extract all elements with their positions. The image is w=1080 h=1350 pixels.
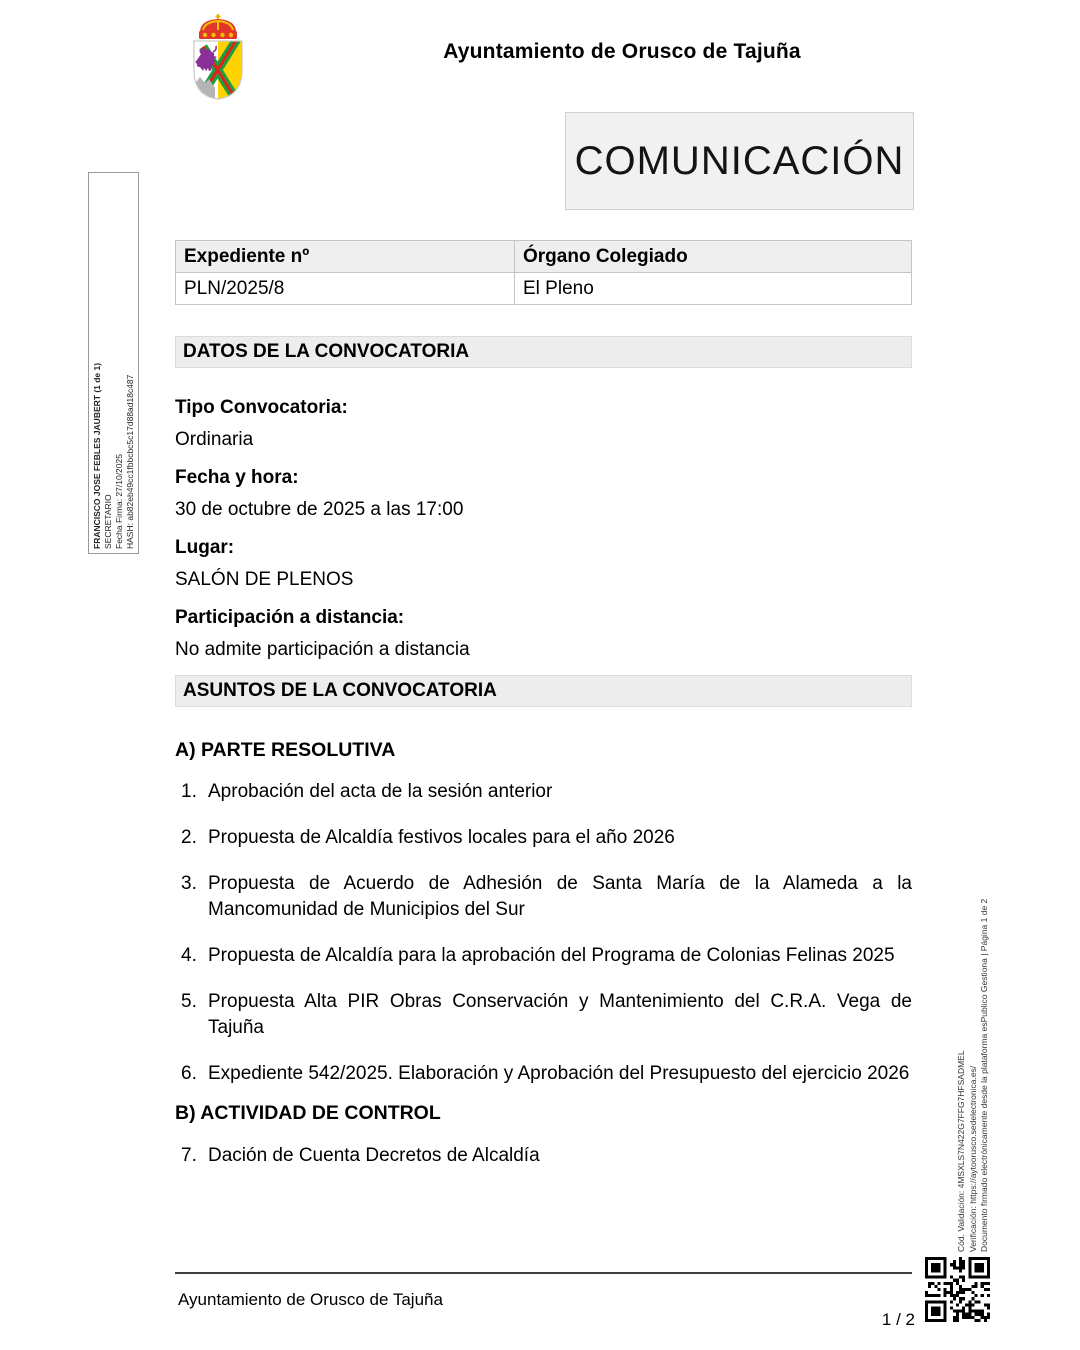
field-label: Lugar: [175,537,235,558]
agenda-item-number: 3. [181,873,197,894]
agenda-list [175,737,912,1189]
agenda-item-number: 1. [181,781,197,802]
datos-fields [175,392,912,672]
part-b-heading: B) ACTIVIDAD DE CONTROL [175,1102,441,1124]
validation-stamp-text [956,838,992,1252]
field-value: SALÓN DE PLENOS [175,569,354,590]
field-label: Fecha y hora: [175,467,299,488]
agenda-item-number: 6. [181,1063,197,1084]
agenda-item [175,1061,912,1087]
signature-stamp-text [92,177,136,549]
agenda-item [175,943,912,969]
signer-name: FRANCISCO JOSE FEBLES JAUBERT (1 de 1) [91,362,102,549]
field-value: No admite participación a distancia [175,639,470,660]
agenda-item-number: 7. [181,1145,197,1166]
agenda-item-text: Aprobación del acta de la sesión anterior [208,781,553,802]
signature-stamp-box [88,172,139,554]
expediente-value-cell: PLN/2025/8 [176,273,515,305]
platform-note: Documento firmado electrónicamente desde la plataforma esPublico Gestiona | Página 1 de 2 [979,898,989,1252]
qr-code-icon [925,1257,990,1322]
organo-value-cell: El Pleno [515,273,912,305]
agenda-item-text: Propuesta de Alcaldía festivos locales para el año 2026 [208,827,675,848]
footer-divider [175,1272,912,1274]
part-a-heading: A) PARTE RESOLUTIVA [175,739,396,761]
agenda-item [175,825,912,851]
agenda-item-number: 4. [181,945,197,966]
expediente-table-value-row [176,273,912,305]
agenda-item [175,871,912,923]
agenda-item [175,989,912,1041]
field-label: Tipo Convocatoria: [175,397,348,418]
expediente-table [175,240,912,305]
page-number: 1 / 2 [881,1310,915,1329]
footer-organization: Ayuntamiento de Orusco de Tajuña [178,1290,443,1309]
document-type-label: COMUNICACIÓN [574,138,905,183]
signer-role: SECRETARIO [102,494,113,549]
field-value: Ordinaria [175,429,254,450]
validation-stamp-box [951,836,997,1254]
agenda-item-number: 2. [181,827,197,848]
field-tipo-convocatoria [175,392,912,456]
section-header-asuntos: ASUNTOS DE LA CONVOCATORIA [175,675,912,707]
agenda-item [175,779,912,805]
signature-date: Fecha Firma: 27/10/2025 [113,454,124,549]
field-fecha-hora [175,462,912,526]
verification-url: Verificación: https://aytoorusco.sedelectronica.es/ [967,1065,978,1252]
section-header-datos: DATOS DE LA CONVOCATORIA [175,336,912,368]
agenda-item-text: Propuesta Alta PIR Obras Conservación y Mantenimiento del C.R.A. Vega de Tajuña [208,991,912,1038]
agenda-item-text: Expediente 542/2025. Elaboración y Aprobación del Presupuesto del ejercicio 2026 [208,1063,910,1084]
agenda-item-text: Propuesta de Alcaldía para la aprobación del Programa de Colonias Felinas 2025 [208,945,895,966]
municipal-coat-of-arms-icon [187,12,249,104]
signature-hash: HASH: ab82eb49cc1fbbcbc5c17d88ad18c487 [124,374,135,549]
expediente-table-header-row [176,241,912,273]
header-organization-title: Ayuntamiento de Orusco de Tajuña [443,40,801,63]
agenda-item-text: Dación de Cuenta Decretos de Alcaldía [208,1145,540,1166]
field-participacion-distancia [175,602,912,666]
agenda-item-number: 5. [181,991,197,1012]
document-type-box [565,112,914,210]
organo-header-cell: Órgano Colegiado [515,241,912,273]
validation-code: Cód. Validación: 4MSXLS7N422G7FFG7HFSADMEL [956,1050,966,1252]
field-label: Participación a distancia: [175,607,405,628]
field-lugar [175,532,912,596]
field-value: 30 de octubre de 2025 a las 17:00 [175,499,464,520]
agenda-item [175,1143,912,1169]
agenda-item-text: Propuesta de Acuerdo de Adhesión de Santa María de la Alameda a la Mancomunidad de Municipios del Sur [208,873,912,920]
expediente-header-cell: Expediente nº [176,241,515,273]
